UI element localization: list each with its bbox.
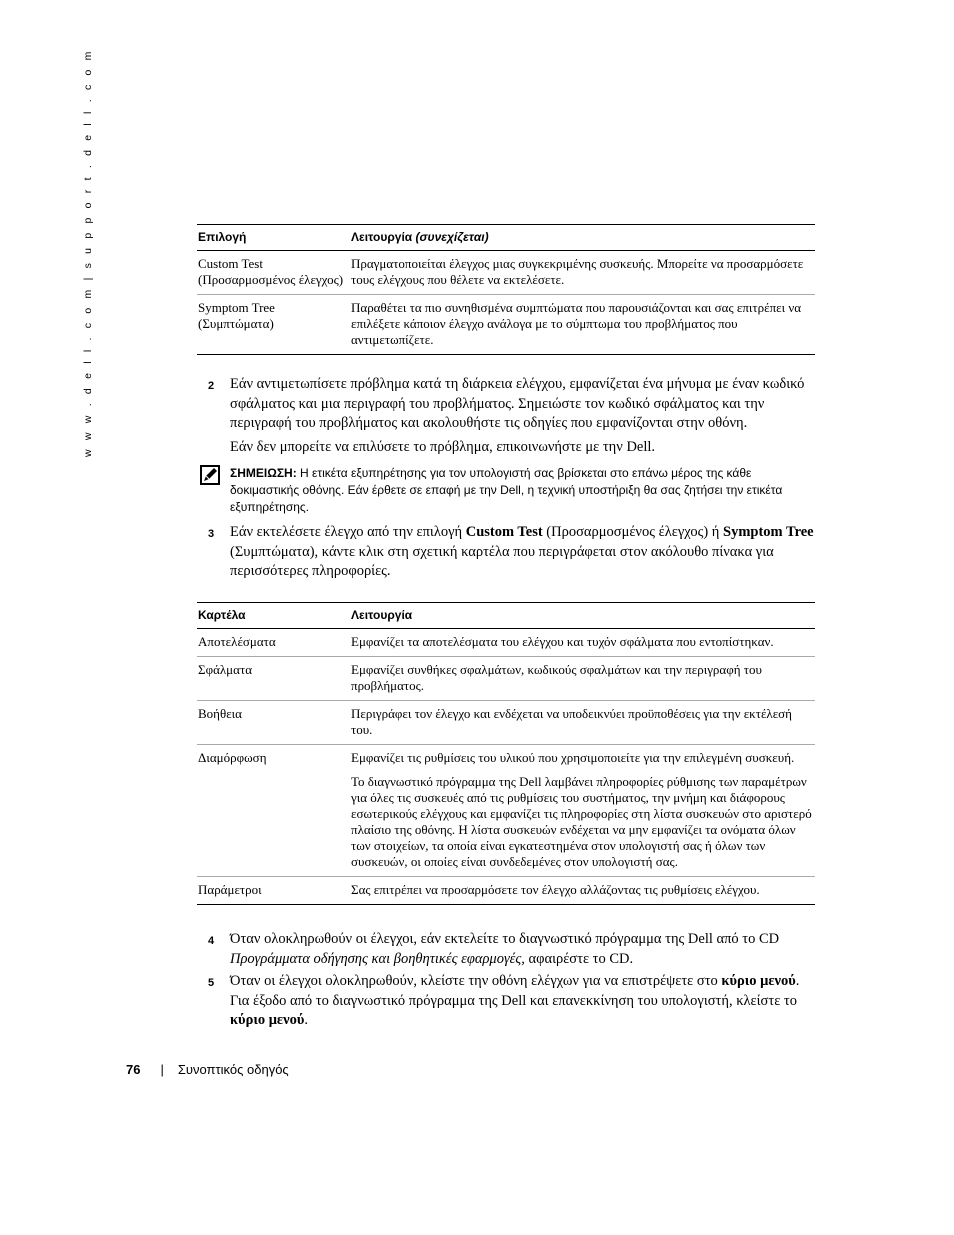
header-option: Επιλογή: [197, 225, 350, 251]
cd-title: Προγράμματα οδήγησης και βοηθητικές εφαρμογές,: [230, 950, 525, 967]
step-number: 3: [208, 528, 215, 540]
table-row: [197, 251, 815, 295]
page-number: 76: [126, 1062, 141, 1077]
table-row: [197, 701, 815, 745]
tab-cell: Βοήθεια: [197, 701, 350, 745]
note-box: [200, 465, 818, 516]
main-menu-term: κύριο μενού: [230, 1012, 305, 1028]
function-cell: [350, 701, 815, 745]
function-cell: [350, 629, 815, 657]
table-row: [197, 629, 815, 657]
function-text: Το διαγνωστικό πρόγραμμα της Dell λαμβάνει πληροφορίες ρύθμισης των παραμέτρων για όλες τις συσκευές από τις ρυθμίσεις του συστήματος, την μνήμη και διάφορους εσωτερικούς ελέγχους και εμφανίζει τις πληροφορίες στη λίστα συσκευών στο αριστερό πλαίσιο της οθόνης. Η λίστα συσκευών ενδέχεται να μην εμφανίζει τα ονόματα όλων των στοιχείων, τα οποία είναι εγκατεστημένα στον υπολογιστή σας ή όλων των συσκευών, οι οποίες είναι συνδεδεμένες στον υπολογιστή σας.: [351, 774, 812, 869]
step-text: Εάν αντιμετωπίσετε πρόβλημα κατά τη διάρκεια ελέγχου, εμφανίζεται ένα μήνυμα με έναν κωδικό σφάλματος και μια περιγραφή του προβλήματος. Σημειώστε τον κωδικό σφάλματος και την περιγραφή του προβλήματος και ακολουθήστε τις οδηγίες που εμφανίζονται στην οθόνη.: [230, 376, 805, 431]
page-footer: [126, 1062, 289, 1077]
step-text: Όταν οι έλεγχοι ολοκληρωθούν, κλείστε την οθόνη ελέγχων για να επιστρέψετε στο: [230, 973, 722, 989]
step-5: [208, 972, 818, 1031]
tabs-table: [197, 602, 815, 905]
step-text: . Για έξοδο από το διαγνωστικό πρόγραμμα της Dell και επανεκκίνηση του υπολογιστή, κλείστε το: [230, 973, 800, 1009]
footer-separator: |: [160, 1062, 164, 1077]
step-text: αφαιρέστε το CD.: [524, 950, 634, 967]
step-2: [208, 375, 818, 434]
note-pencil-icon: [200, 465, 220, 485]
header-function-label: Λειτουργία: [351, 230, 413, 244]
header-function: Λειτουργία: [350, 603, 815, 629]
step-2-followup: Εάν δεν μπορείτε να επιλύσετε το πρόβλημα, επικοινωνήστε με την Dell.: [230, 439, 656, 455]
side-website-url: w w w . d e l l . c o m | s u p p o r t . d e l l . c o m: [82, 48, 94, 457]
header-function-suffix: (συνεχίζεται): [415, 230, 489, 244]
function-cell: Πραγματοποιείται έλεγχος μιας συγκεκριμένης συσκευής. Μπορείτε να προσαρμόσετε τους ελέγχους που θέλετε να εκτελέσετε.: [350, 251, 815, 295]
tab-cell: Παράμετροι: [197, 877, 350, 905]
function-text: Εμφανίζει συνθήκες σφαλμάτων, κωδικούς σφαλμάτων και την περιγραφή του προβλήματος.: [351, 662, 762, 693]
function-cell: Παραθέτει τα πιο συνηθισμένα συμπτώματα που παρουσιάζονται και σας επιτρέπει να επιλέξετε κάποιον έλεγχο ανάλογα με το σύμπτωμα του προβλήματος που αντιμετωπίζετε.: [350, 295, 815, 355]
options-table: [197, 224, 815, 355]
table-row: [197, 745, 815, 877]
function-cell: [350, 877, 815, 905]
function-text: Σας επιτρέπει να προσαρμόσετε τον έλεγχο αλλάζοντας τις ρυθμίσεις ελέγχου.: [351, 882, 760, 897]
step-text: .: [304, 1012, 309, 1028]
step-text: (Προσαρμοσμένος έλεγχος) ή: [542, 524, 723, 540]
table-header-row: [197, 225, 815, 251]
symptom-tree-term: Symptom Tree: [723, 524, 814, 540]
step-text: Εάν εκτελέσετε έλεγχο από την επιλογή: [230, 524, 466, 540]
table-header-row: [197, 603, 815, 629]
note-text: Η ετικέτα εξυπηρέτησης για τον υπολογιστή σας βρίσκεται στο επάνω μέρος της κάθε δοκιμαστικής οθόνης. Εάν έρθετε σε επαφή με την Dell, η τεχνική υποστήριξη θα σας ζητήσει την ετικέτα εξυπηρέτησης.: [230, 466, 783, 514]
function-text: Περιγράφει τον έλεγχο και ενδέχεται να υποδεικνύει προϋποθέσεις για την εκτέλεσή του.: [351, 706, 792, 737]
function-text: Εμφανίζει τα αποτελέσματα του ελέγχου και τυχόν σφάλματα που εντοπίστηκαν.: [351, 634, 774, 649]
tab-cell: Διαμόρφωση: [197, 745, 350, 877]
header-tab: Καρτέλα: [197, 603, 350, 629]
table-row: [197, 295, 815, 355]
footer-title: Συνοπτικός οδηγός: [177, 1062, 289, 1077]
step-text: Όταν ολοκληρωθούν οι έλεγχοι, εάν εκτελείτε το διαγνωστικό πρόγραμμα της Dell από το CD: [230, 931, 780, 947]
function-cell: [350, 745, 815, 877]
function-cell: [350, 657, 815, 701]
tab-cell: Αποτελέσματα: [197, 629, 350, 657]
option-cell: Custom Test (Προσαρμοσμένος έλεγχος): [197, 251, 350, 295]
step-number: 4: [208, 935, 215, 947]
step-4: [208, 930, 818, 969]
step-text: (Συμπτώματα), κάντε κλικ στη σχετική καρτέλα που περιγράφεται στον ακόλουθο πίνακα για περισσότερες πληροφορίες.: [230, 543, 774, 579]
main-menu-term: κύριο μενού: [721, 973, 796, 989]
header-function: [350, 225, 815, 251]
table-row: [197, 657, 815, 701]
step-number: 2: [208, 380, 215, 392]
table-row: [197, 877, 815, 905]
note-label: ΣΗΜΕΙΩΣΗ:: [230, 466, 297, 480]
function-text: Εμφανίζει τις ρυθμίσεις του υλικού που χρησιμοποιείτε για την επιλεγμένη συσκευή.: [351, 750, 795, 765]
tab-cell: Σφάλματα: [197, 657, 350, 701]
option-cell: Symptom Tree (Συμπτώματα): [197, 295, 350, 355]
custom-test-term: Custom Test: [465, 524, 543, 540]
step-number: 5: [208, 977, 215, 989]
step-3: [208, 523, 818, 582]
